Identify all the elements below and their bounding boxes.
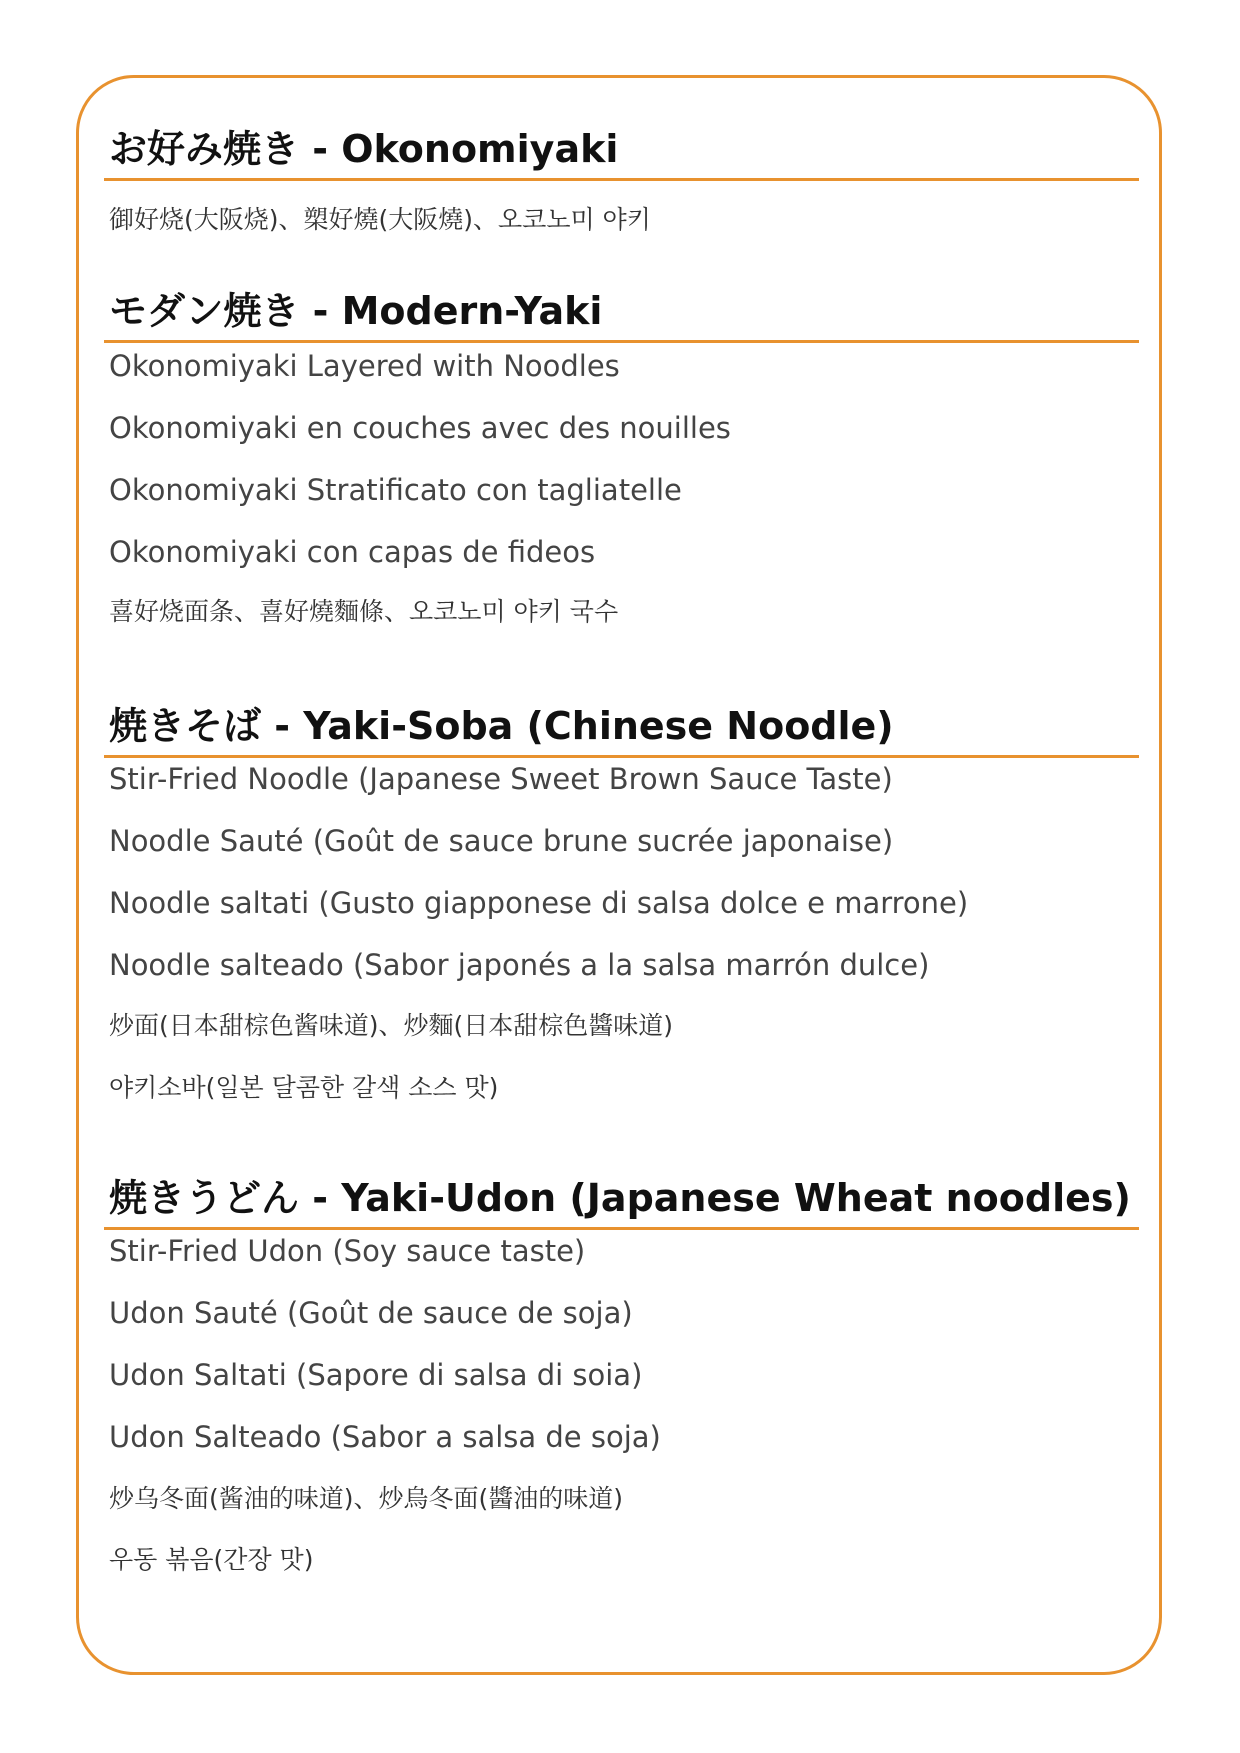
menu-item: Udon Salteado (Sabor a salsa de soja)	[109, 1420, 661, 1454]
menu-item: Noodle Sauté (Goût de sauce brune sucrée japonaise)	[109, 824, 894, 858]
section-okonomiyaki	[104, 121, 1139, 181]
menu-card	[76, 75, 1162, 1675]
section-yaki-udon	[104, 1170, 1139, 1230]
section-title: 焼きそば - Yaki-Soba (Chinese Noodle)	[104, 698, 1139, 758]
menu-item: Udon Saltati (Sapore di salsa di soia)	[109, 1358, 643, 1392]
section-title: モダン焼き - Modern-Yaki	[104, 283, 1139, 343]
section-title: お好み焼き - Okonomiyaki	[104, 121, 1139, 181]
menu-item: 炒面(日本甜棕色酱味道)、炒麵(日本甜棕色醬味道)	[109, 1011, 674, 1040]
menu-item: Okonomiyaki con capas de fideos	[109, 535, 596, 569]
section-modern-yaki	[104, 283, 1139, 343]
menu-item: 御好烧(大阪烧)、槊好燒(大阪燒)、오코노미 야키	[109, 205, 651, 234]
menu-item: 喜好烧面条、喜好燒麵條、오코노미 야키 국수	[109, 597, 619, 626]
menu-item: Noodle salteado (Sabor japonés a la salsa marrón dulce)	[109, 948, 930, 982]
menu-item: 炒乌冬面(酱油的味道)、炒烏冬面(醬油的味道)	[109, 1484, 624, 1513]
menu-item: Stir-Fried Noodle (Japanese Sweet Brown Sauce Taste)	[109, 762, 893, 796]
menu-item: 야키소바(일본 달콤한 갈색 소스 맛)	[109, 1073, 499, 1102]
menu-item: Noodle saltati (Gusto giapponese di salsa dolce e marrone)	[109, 886, 969, 920]
section-title: 焼きうどん - Yaki-Udon (Japanese Wheat noodles)	[104, 1170, 1139, 1230]
section-yaki-soba	[104, 698, 1139, 758]
menu-item: Okonomiyaki Layered with Noodles	[109, 349, 620, 383]
menu-item: Udon Sauté (Goût de sauce de soja)	[109, 1296, 633, 1330]
menu-item: Okonomiyaki en couches avec des nouilles	[109, 411, 731, 445]
menu-item: 우동 볶음(간장 맛)	[109, 1545, 314, 1574]
menu-item: Okonomiyaki Stratificato con tagliatelle	[109, 473, 682, 507]
menu-item: Stir-Fried Udon (Soy sauce taste)	[109, 1234, 586, 1268]
